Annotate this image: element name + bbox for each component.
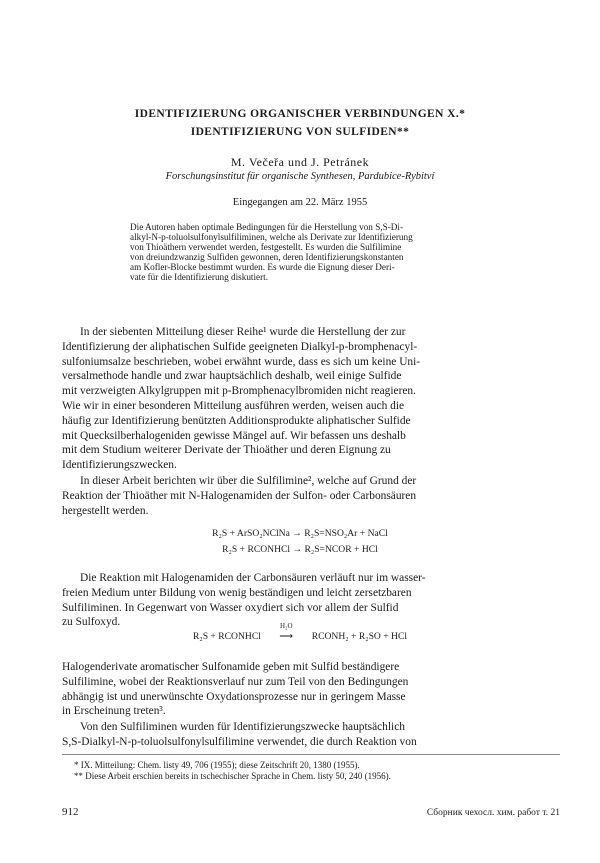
abstract-line: von Thioäthern verwendet werden, festgestellt. Es wurden die Sulfilimine: [130, 242, 402, 253]
text-line: mit dem Studium weiterer Derivate der Thioäther und deren Eignung zu: [62, 444, 391, 457]
text-line: Von den Sulfiliminen wurden für Identifizierungszwecke hauptsächlich: [80, 721, 405, 733]
equation-3-right: RCONH₂ + R₂SO + HCl: [311, 631, 408, 642]
text-line: In dieser Arbeit berichten wir über die Sulfilimine², welche auf Grund der: [80, 475, 417, 487]
equation-2: R₂S + RCONHCl → R₂S=NCOR + HCl: [222, 544, 378, 555]
paragraph-5: [62, 720, 560, 750]
affiliation: Forschungsinstitut für organische Synthesen, Pardubice-Rybitví: [165, 171, 435, 182]
footnote: ** Diese Arbeit erschien bereits in tschechischer Sprache in Chem. listy 50, 240 (1956).: [74, 771, 391, 781]
equation-3-left: R₂S + RCONHCl: [192, 631, 261, 642]
text-line: in Erscheinung treten³.: [62, 705, 166, 718]
paragraph-4: [62, 660, 560, 719]
text-line: Halogenderivate aromatischer Sulfonamide geben mit Sulfid beständigere: [62, 661, 400, 673]
arrow-condition: H₂O: [280, 622, 293, 630]
text-line: mit verzweigten Alkylgruppen mit p-Bromphenacylbromiden nicht reagieren.: [62, 385, 416, 398]
text-line: mit Quecksilberhalogeniden gewisse Mängel auf. Wir befassen uns deshalb: [62, 429, 406, 442]
received-date: Eingegangen am 22. März 1955: [232, 197, 368, 208]
text-line: zu Sulfoxyd.: [62, 616, 121, 629]
abstract-line: am Kofler-Blocke bestimmt wurden. Es wurde die Eignung dieser Deri-: [130, 262, 395, 273]
footnote: * IX. Mitteilung: Chem. listy 49, 706 (1955); diese Zeitschrift 20, 1380 (1955).: [74, 760, 360, 770]
paragraph-1: [62, 325, 560, 473]
journal-name: Сборник чехосл. хим. работ т. 21: [426, 808, 560, 818]
title-line-2: IDENTIFIZIERUNG VON SULFIDEN**: [190, 126, 410, 138]
abstract-line: von dreiundzwanzig Sulfiden gewonnen, deren Identifizierungskonstanten: [130, 252, 404, 263]
footnotes: [62, 760, 560, 782]
abstract-line: Die Autoren haben optimale Bedingungen für die Herstellung von S,S-Di-: [130, 222, 404, 232]
text-line: versalmethode handle und zwar hauptsächlich deshalb, weil einige Sulfide: [62, 370, 402, 383]
paragraph-2: [62, 474, 560, 518]
reaction-arrow: [263, 622, 309, 642]
title-line-1: IDENTIFIZIERUNG ORGANISCHER VERBINDUNGEN X.*: [134, 108, 466, 120]
text-line: freien Medium unter Bildung von wenig beständigen und leicht zersetzbaren: [62, 586, 412, 599]
text-line: Reaktion der Thioäther mit N-Halogenamiden der Sulfon- oder Carbonsäuren: [62, 489, 417, 502]
text-line: sulfoniumsalze beschrieben, wobei erwähnt wurde, dass es sich um keine Uni-: [62, 355, 421, 368]
abstract-line: alkyl-N-p-toluolsulfonylsulfiliminen, welche als Derivate zur Identifizierung: [130, 232, 413, 243]
page-number: 912: [62, 806, 79, 818]
arrow-icon: ⟶: [279, 631, 294, 642]
text-line: Sulfiliminen. In Gegenwart von Wasser oxydiert sich vor allem der Sulfid: [62, 601, 399, 614]
text-line: abhängig ist und unerwünschte Oxydationsprozesse nur in geringem Masse: [62, 690, 406, 703]
text-line: Identifizierung der aliphatischen Sulfide geeigneten Dialkyl-p-bromphenacyl-: [62, 340, 418, 353]
abstract-line: vate für die Identifizierung diskutiert.: [130, 272, 269, 283]
text-line: Identifizierungszwecken.: [62, 459, 177, 472]
text-line: Die Reaktion mit Halogenamiden der Carbonsäuren verläuft nur im wasser-: [80, 572, 426, 584]
text-line: hergestellt werden.: [62, 504, 149, 517]
paragraph-3: [62, 571, 560, 630]
authors: M. Večeřa und J. Petránek: [230, 155, 370, 169]
footnote-divider: [62, 754, 560, 755]
text-line: S,S-Dialkyl-N-p-toluolsulfonylsulfilimine verwendet, die durch Reaktion von: [62, 735, 417, 748]
text-line: Sulfilimine, wobei der Reaktionsverlauf nur zum Teil von den Bedingungen: [62, 675, 409, 688]
equation-1: R₂S + ArSO₂NClNa → R₂S=NSO₂Ar + NaCl: [212, 528, 388, 539]
text-line: Wie wir in einer besonderen Mitteilung ausführen werden, weisen auch die: [62, 399, 405, 412]
text-line: häufig zur Identifizierung benützten Additionsprodukte aliphatischer Sulfide: [62, 414, 411, 427]
text-line: In der siebenten Mitteilung dieser Reihe¹ wurde die Herstellung der zur: [80, 326, 406, 338]
abstract: [130, 222, 466, 283]
